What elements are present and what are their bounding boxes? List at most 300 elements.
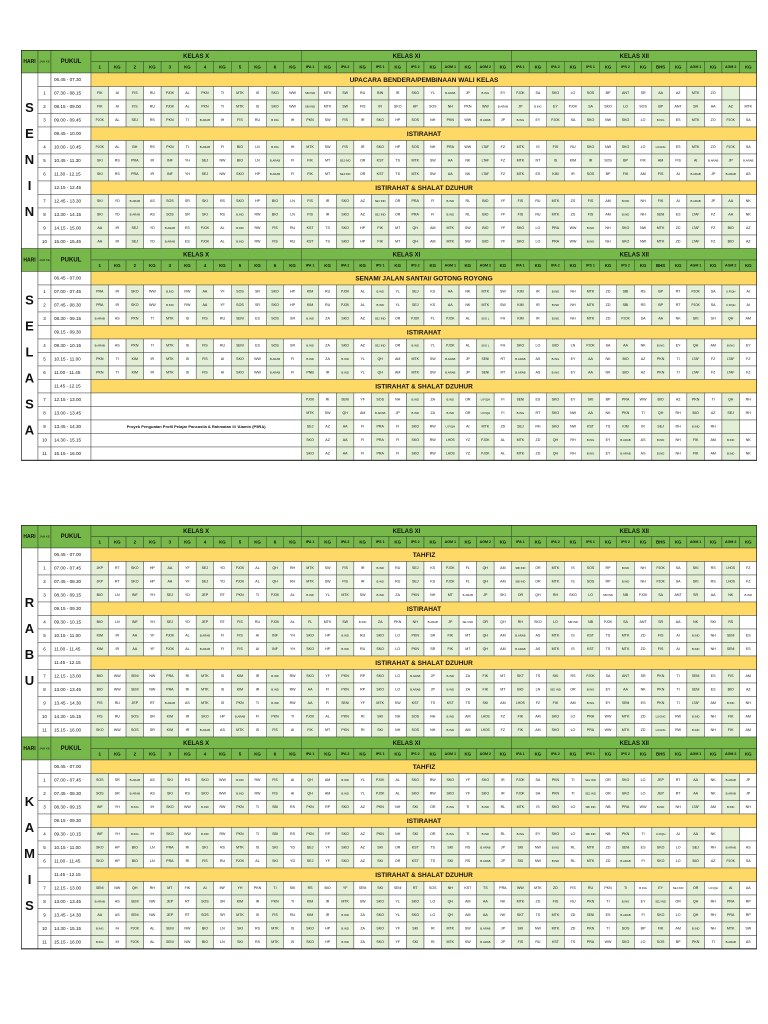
subject-code: PJOK: [376, 778, 385, 783]
subject-code: SKO: [341, 805, 349, 810]
break-label: ISTIRAHAT & SHALAT DZUHUR: [375, 659, 473, 667]
subject-code: SW: [324, 411, 331, 416]
column-header-label: 1: [98, 64, 101, 70]
subject-code: SKI: [96, 199, 103, 204]
jam-number: 8: [43, 211, 46, 217]
subject-code: SKO: [306, 926, 314, 931]
subject-code: AM: [535, 714, 541, 719]
subject-code: SKO: [656, 845, 665, 850]
column-header-label: KG: [639, 539, 647, 545]
subject-code: AZ: [325, 438, 330, 443]
time-label: 07.45 - 08.30: [54, 302, 82, 308]
subject-cell: [739, 616, 757, 630]
subject-code: AI: [203, 886, 207, 891]
subject-code: FIK: [447, 633, 454, 638]
subject-code: ZD: [675, 226, 681, 231]
subject-code: SOS: [166, 212, 174, 217]
column-header-label: AGM 1: [444, 752, 456, 757]
subject-code: TI: [571, 791, 575, 796]
subject-code: B.ING: [656, 343, 665, 348]
subject-code: KST: [551, 940, 559, 945]
subject-code: SOS: [271, 316, 279, 321]
subject-code: PKN: [656, 701, 665, 706]
subject-code: SENI: [621, 845, 630, 850]
subject-code: LTAF: [691, 212, 700, 217]
subject-code: AI: [255, 647, 260, 652]
subject-code: SBI IND: [585, 804, 596, 809]
subject-code: NK: [465, 172, 471, 177]
subject-code: PJOK: [376, 791, 385, 796]
subject-code: B.IND: [551, 316, 560, 321]
subject-code: JP: [483, 593, 488, 598]
subject-code: SKO: [376, 687, 384, 692]
subject-code: PRA: [131, 172, 139, 177]
subject-code: YL: [395, 289, 400, 294]
subject-code: AI: [115, 91, 119, 96]
subject-code: JP: [500, 926, 505, 931]
subject-code: AM: [605, 199, 611, 204]
column-header-label: IPA 2: [551, 263, 560, 268]
subject-code: RT: [675, 791, 681, 796]
subject-code: PKN: [131, 316, 139, 321]
subject-code: NH: [745, 701, 751, 706]
subject-code: YH: [290, 633, 296, 638]
subject-code: MTK: [306, 566, 314, 571]
subject-code: SKO: [341, 316, 349, 321]
subject-code: SKI: [552, 674, 559, 679]
time-label: 09.30 - 10.15: [54, 342, 82, 348]
column-header-label: IPS 1: [375, 540, 385, 545]
subject-code: B.IND: [306, 592, 314, 597]
subject-code: ES: [745, 633, 751, 638]
timetable-svg: [21, 525, 757, 979]
hari-header-label: HARI: [23, 533, 36, 540]
subject-code: RU: [289, 226, 296, 231]
subject-code: LHOS: [445, 451, 455, 456]
subject-code: WW: [604, 728, 612, 733]
subject-code: AI: [220, 370, 225, 375]
subject-code: IS: [220, 701, 225, 706]
lesson-row: [38, 339, 757, 353]
subject-code: ZA: [360, 926, 365, 931]
subject-code: NK: [465, 158, 471, 163]
subject-code: PKN: [341, 687, 349, 692]
subject-code: SA: [605, 343, 611, 348]
subject-code: RU: [570, 899, 576, 904]
subject-code: FIS: [342, 118, 348, 123]
subject-code: PJOK: [305, 397, 315, 402]
subject-code: PJOK: [130, 940, 139, 945]
subject-code: SKI: [517, 926, 524, 931]
subject-code: PJOK: [516, 778, 525, 783]
subject-code: SOS: [131, 714, 139, 719]
subject-code: OR: [675, 899, 681, 904]
subject-cell: [739, 828, 757, 842]
jam-number: 6: [43, 646, 46, 652]
subject-code: SEJ IND: [339, 171, 351, 176]
subject-code: SKO: [516, 239, 525, 244]
subject-code: HP: [114, 859, 120, 864]
subject-code: RU: [254, 620, 261, 625]
subject-code: AS: [114, 899, 120, 904]
subject-code: TI: [255, 593, 260, 598]
subject-code: FL: [307, 620, 313, 625]
day-name-letter: A: [24, 370, 35, 386]
subject-code: AI: [115, 104, 119, 109]
subject-code: SR: [255, 289, 260, 294]
subject-code: YF: [500, 199, 506, 204]
subject-code: B.ARAB: [269, 370, 281, 375]
subject-code: B.IND: [341, 633, 349, 638]
day-name-letter: E: [25, 318, 34, 334]
subject-code: NH: [395, 714, 401, 719]
subject-code: U.FIQH: [725, 302, 736, 307]
subject-code: PKN: [656, 370, 665, 375]
subject-code: FIS: [96, 701, 103, 706]
subject-code: AA: [745, 886, 751, 891]
subject-code: B.ING: [551, 356, 560, 361]
column-header-label: AGM 2: [725, 65, 737, 70]
subject-code: FZ: [535, 701, 541, 706]
subject-code: TS: [605, 633, 611, 638]
subject-code: AL: [185, 633, 190, 638]
subject-code: PRA: [166, 859, 174, 864]
subject-code: TI: [185, 118, 189, 123]
subject-code: SKO: [131, 289, 139, 294]
subject-code: B.IND: [691, 633, 700, 638]
subject-code: SOS: [604, 158, 612, 163]
subject-code: LTAF: [691, 357, 700, 362]
lesson-row: [38, 87, 757, 101]
subject-code: RH: [535, 424, 541, 429]
subject-code: RW: [254, 212, 261, 217]
subject-code: SR: [290, 343, 296, 348]
subject-code: KIM: [306, 899, 314, 904]
column-header-label: IPS 1: [375, 263, 385, 268]
subject-code: AM: [710, 343, 716, 348]
subject-code: B.ARAB: [620, 858, 631, 863]
subject-code: SEJ IND: [585, 791, 596, 796]
time-label: 08.30 - 09.15: [54, 804, 82, 810]
subject-code: B.IND: [376, 302, 384, 307]
subject-cell: [739, 87, 757, 101]
subject-code: RP: [745, 899, 751, 904]
subject-code: MTK: [656, 239, 665, 244]
subject-code: SKO: [411, 424, 420, 429]
subject-code: YD: [290, 845, 296, 850]
subject-code: HP: [360, 239, 366, 244]
subject-code: PJOK: [481, 438, 490, 443]
subject-code: RT: [185, 899, 190, 904]
column-header-label: KG: [289, 539, 296, 545]
subject-code: FL: [465, 566, 470, 571]
subject-code: ANT: [639, 620, 647, 625]
time-label: 10.15 - 11.00: [54, 632, 81, 638]
subject-code: PRA: [586, 714, 595, 719]
subject-code: OR: [535, 579, 541, 584]
subject-code: NH: [675, 451, 681, 456]
subject-code: AA: [342, 451, 348, 456]
subject-code: AZ: [360, 805, 365, 810]
subject-code: SKI: [517, 845, 524, 850]
subject-code: PKN: [341, 674, 349, 679]
subject-code: B.IND: [166, 302, 174, 307]
time-label: 11.00 - 11.45: [54, 858, 81, 864]
subject-code: PJOK: [621, 316, 630, 321]
subject-code: SKO: [271, 303, 279, 308]
subject-code: IR: [115, 647, 120, 652]
subject-code: OR: [517, 593, 524, 598]
subject-code: SKO: [446, 778, 455, 783]
subject-code: IH: [290, 118, 295, 123]
subject-code: PKN: [656, 674, 665, 679]
subject-code: SENI: [131, 913, 139, 918]
subject-code: AL: [290, 620, 295, 625]
column-header-label: 2: [133, 751, 137, 757]
subject-code: SKO: [621, 239, 630, 244]
subject-code: PJOK: [200, 226, 210, 231]
subject-code: BIO: [482, 239, 489, 244]
subject-code: MTK: [306, 579, 314, 584]
subject-code: PKN: [306, 118, 314, 123]
subject-code: NK: [640, 687, 646, 692]
subject-code: NH: [710, 714, 716, 719]
subject-code: PRA: [131, 158, 139, 163]
subject-code: AA: [167, 566, 173, 571]
subject-code: SEJ: [411, 289, 419, 294]
subject-code: SOS: [201, 899, 209, 904]
subject-code: FIS: [657, 633, 664, 638]
subject-code: OR: [430, 832, 436, 837]
subject-code: SKI: [377, 845, 384, 850]
column-header-label: IPS 2: [410, 65, 420, 70]
subject-code: YF: [150, 647, 155, 652]
lesson-row: [38, 801, 757, 815]
time-label: 11.30 - 12.15: [54, 171, 81, 177]
subject-code: SKO: [131, 566, 139, 571]
jam-number: 11: [42, 450, 47, 456]
subject-code: YH: [149, 593, 155, 598]
subject-code: MTK: [166, 370, 174, 375]
kelas-group-label: KELAS XII: [619, 252, 649, 259]
lesson-row: [38, 154, 757, 168]
column-header-label: BHS: [655, 64, 666, 70]
subject-code: MTK: [306, 145, 314, 150]
subject-code: PJOK: [165, 633, 175, 638]
subject-code: AZ: [325, 424, 330, 429]
break-row: [38, 127, 757, 141]
subject-code: AS: [114, 343, 120, 348]
subject-code: AA: [482, 913, 488, 918]
subject-code: AM: [710, 701, 716, 706]
time-label: 10.45 - 11.30: [54, 157, 81, 163]
subject-code: LHOS: [516, 701, 525, 706]
jam-number: 11: [42, 727, 47, 733]
subject-code: YF: [150, 633, 155, 638]
subject-code: SKO: [306, 940, 314, 945]
time-label: 09.15 - 09.30: [54, 329, 82, 335]
subject-code: QH: [377, 370, 383, 375]
subject-code: SW: [342, 91, 349, 96]
subject-code: KIM: [131, 370, 139, 375]
subject-code: YH: [114, 805, 120, 810]
subject-code: AI: [676, 647, 680, 652]
break-row: [38, 868, 757, 882]
pukul-header-label: PUKUL: [60, 257, 82, 264]
subject-code: IS: [255, 728, 260, 733]
subject-code: SOS: [586, 172, 595, 177]
subject-code: LN: [535, 687, 541, 692]
subject-code: RU: [219, 859, 226, 864]
time-label: 09.30 - 10.15: [54, 831, 82, 837]
subject-code: TS: [570, 940, 576, 945]
subject-code: AL: [115, 145, 120, 150]
subject-code: IR: [501, 791, 505, 796]
subject-code: KST: [376, 158, 384, 163]
subject-code: YL: [360, 370, 365, 375]
subject-code: B.ING: [516, 831, 525, 836]
subject-code: LO: [395, 633, 401, 638]
lesson-row: [38, 299, 757, 313]
subject-code: SW: [324, 118, 331, 123]
subject-code: WW: [219, 778, 226, 783]
jam-number: 6: [43, 858, 46, 864]
subject-code: NK: [710, 791, 716, 796]
subject-code: B.IND: [726, 700, 735, 705]
subject-code: FIK: [692, 451, 699, 456]
subject-code: FIS: [202, 357, 208, 362]
subject-code: SENI: [621, 701, 630, 706]
subject-code: B.ING: [516, 410, 525, 415]
subject-code: EY: [605, 438, 611, 443]
subject-code: SKO: [341, 239, 349, 244]
jam-number: 10: [41, 238, 48, 244]
subject-code: FIS: [202, 370, 208, 375]
subject-code: PJOK: [446, 579, 455, 584]
jam-header-label: JAM KE: [39, 257, 50, 262]
subject-code: B.IND: [201, 804, 209, 809]
subject-code: NH: [570, 289, 576, 294]
subject-code: FIK: [307, 172, 313, 177]
subject-code: BIO: [324, 886, 331, 891]
subject-code: BIO: [517, 687, 524, 692]
subject-code: NK: [605, 357, 611, 362]
subject-code: BIO: [727, 226, 734, 231]
subject-code: AZ: [710, 411, 716, 416]
subject-code: AS: [745, 940, 751, 945]
subject-code: QH: [132, 886, 138, 891]
schedule-page-1: [21, 50, 757, 501]
lesson-row: [38, 724, 757, 738]
subject-code: SW: [429, 357, 436, 362]
subject-code: AL: [360, 303, 365, 308]
subject-code: SEJ: [692, 845, 699, 850]
subject-code: IS: [255, 913, 260, 918]
subject-code: B.IND: [446, 397, 455, 402]
subject-code: SKO: [376, 647, 384, 652]
column-header-label: BHS: [655, 751, 666, 757]
subject-code: RS: [307, 886, 313, 891]
subject-code: AL: [465, 343, 471, 348]
subject-code: JP: [500, 845, 505, 850]
subject-code: LO: [395, 674, 401, 679]
time-label: 13.45 - 14.30: [54, 423, 82, 429]
subject-code: FIS: [202, 316, 208, 321]
day-name-letter: K: [24, 793, 35, 809]
subject-code: AM: [745, 674, 751, 679]
subject-code: SKO: [376, 899, 384, 904]
subject-code: SEJ IND: [374, 316, 386, 321]
subject-code: B.ING: [516, 117, 525, 122]
column-header-label: 5: [238, 751, 242, 757]
subject-code: B.ARAB: [515, 646, 526, 651]
subject-code: AI: [676, 633, 680, 638]
subject-code: RU: [289, 913, 296, 918]
subject-code: NK: [710, 832, 716, 837]
subject-code: B.IND: [306, 316, 314, 321]
time-label: 12.15 - 13.00: [54, 885, 82, 891]
subject-code: FI: [290, 172, 295, 177]
column-header-label: IPA 2: [340, 540, 350, 545]
jam-cell: [38, 127, 51, 141]
subject-code: SR: [640, 674, 646, 679]
time-label: 07.00 - 07.45: [54, 565, 82, 571]
subject-code: AL: [290, 593, 295, 598]
subject-code: YF: [465, 778, 471, 783]
column-header-label: KG: [744, 751, 752, 757]
subject-code: OR: [359, 172, 366, 177]
subject-code: MTK: [201, 701, 209, 706]
day-block-kamis: [21, 760, 757, 949]
subject-code: FIS: [237, 620, 243, 625]
subject-code: FZ: [500, 158, 506, 163]
subject-code: PKN: [551, 778, 560, 783]
day-block-rabu: [21, 548, 757, 737]
subject-code: SEJ IND: [374, 343, 386, 348]
subject-code: ZO: [710, 91, 716, 96]
subject-code: QH: [728, 316, 734, 321]
column-header-label: KG: [534, 262, 542, 268]
subject-code: NW: [640, 226, 647, 231]
subject-code: B.IND: [341, 791, 349, 796]
subject-code: MTK: [551, 633, 560, 638]
subject-code: IS: [185, 343, 190, 348]
subject-code: QH: [412, 239, 418, 244]
subject-code: RS: [465, 845, 471, 850]
column-header-label: AGM 1: [444, 263, 456, 268]
subject-code: FZ: [710, 239, 716, 244]
lesson-row: [38, 353, 757, 367]
subject-code: NK: [745, 451, 751, 456]
subject-code: B.ARAB: [445, 356, 456, 361]
subject-code: BIO: [131, 845, 138, 850]
subject-code: RW: [429, 424, 436, 429]
subject-code: NW: [534, 926, 541, 931]
subject-code: RU: [114, 701, 120, 706]
column-header-label: IPA 1: [305, 263, 315, 268]
subject-code: SKO: [411, 791, 420, 796]
subject-code: NH: [395, 397, 401, 402]
subject-code: B.ING: [131, 804, 139, 809]
subject-code: LUGNG: [655, 144, 666, 149]
column-header-label: 1: [98, 262, 101, 268]
column-header-label: 2: [133, 539, 137, 545]
subject-code: QH: [342, 411, 348, 416]
subject-code: SKO: [376, 633, 384, 638]
subject-code: PJOK: [446, 566, 455, 571]
subject-code: PJOK: [691, 289, 700, 294]
subject-code: JP: [711, 199, 716, 204]
